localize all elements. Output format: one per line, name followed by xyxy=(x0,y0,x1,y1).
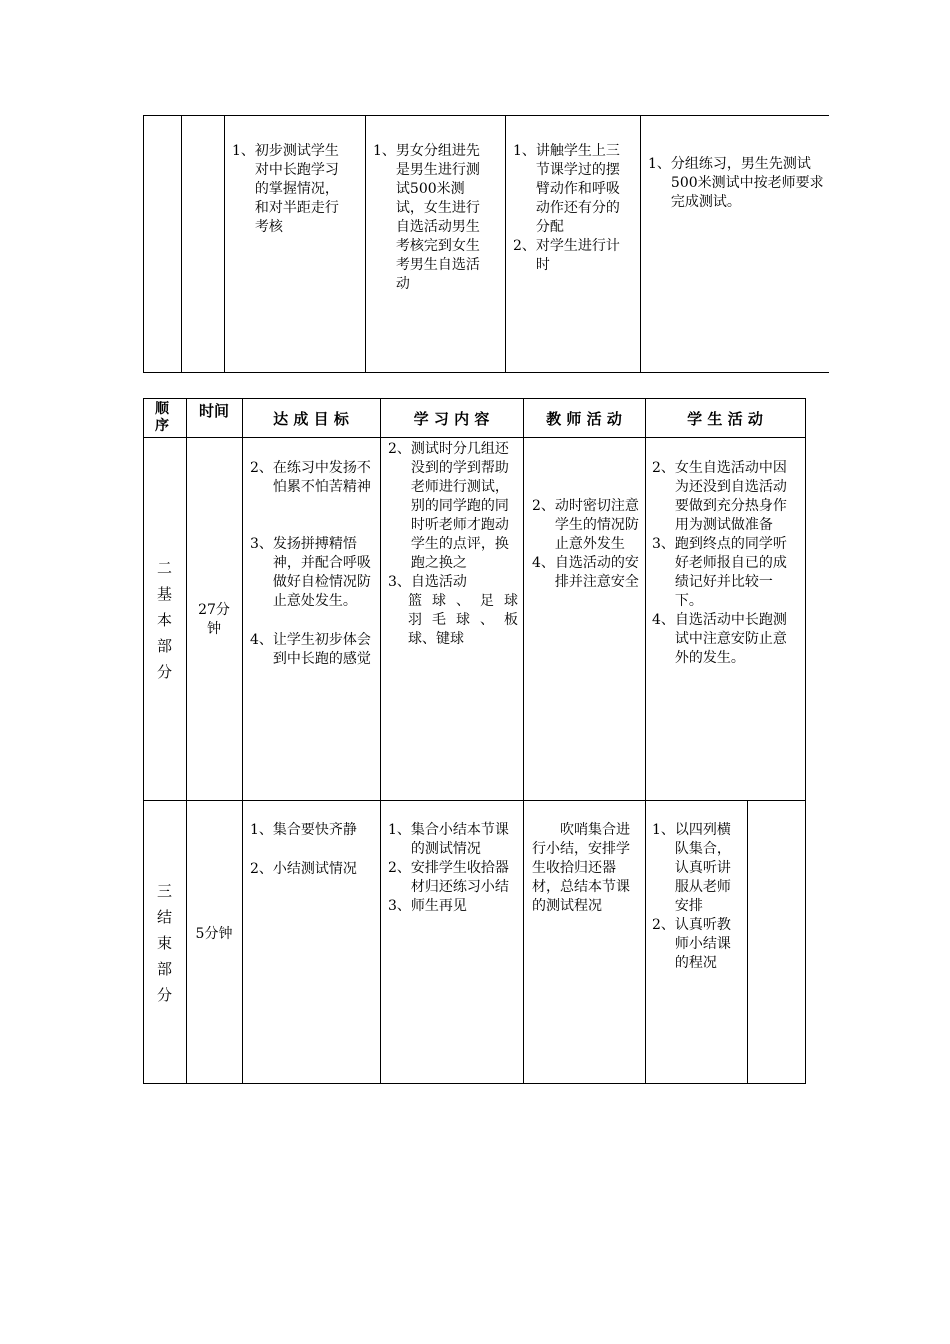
ending-goals-cell xyxy=(250,821,374,879)
list-item: 1、 男女分组进先是男生进行测试500米测试，女生进行自选活动男生考核完到女生考男生自选活动 xyxy=(373,143,480,292)
main-table-col-line xyxy=(523,398,524,1084)
top-table-col-line xyxy=(640,115,641,373)
header-goals: 达 成 目 标 xyxy=(273,410,349,428)
basic-goals-cell xyxy=(250,459,374,669)
list-item: 3、 发扬拼搏精悟神，并配合呼吸做好自检情况防止意处发生。 xyxy=(250,536,371,609)
top-student-cell xyxy=(648,155,824,212)
main-table-col-line xyxy=(242,398,243,1084)
list-item: 1、 分组练习，男生先测试500米测试中按老师要求完成测试。 xyxy=(648,156,824,210)
ending-student-cell xyxy=(652,821,742,973)
top-table-col-line xyxy=(181,115,182,373)
ending-time: 5分钟 xyxy=(195,926,233,942)
basic-teacher-cell xyxy=(532,497,639,592)
list-item: 2、 女生自选活动中因为还没到自选活动要做到充分热身作用为测试做准备 xyxy=(652,460,787,533)
header-student: 学 生 活 动 xyxy=(687,410,763,428)
list-item: 2、 测试时分几组还没到的学到帮助老师进行测试，别的同学跑的同时听老师才跑动学生的点评，换跑之换之 xyxy=(388,441,509,571)
list-item: 2、 对学生进行计时 xyxy=(513,238,620,273)
main-table-col-line xyxy=(805,398,806,1084)
basic-content-cell xyxy=(388,440,518,649)
header-order: 顺序 xyxy=(155,401,169,434)
top-content-cell xyxy=(373,142,491,294)
top-table-col-line xyxy=(224,115,225,373)
list-item: 2、 动时密切注意学生的情况防止意外发生 xyxy=(532,498,639,552)
main-table-col-line xyxy=(380,398,381,1084)
list-item: 2、 安排学生收拾器材归还练习小结 xyxy=(388,860,509,895)
ending-teacher-cell: 吹哨集合进行小结，安排学生收拾归还器材，总结本节课的测试程况 xyxy=(532,822,630,914)
list-item: 4、 自选活动的安排并注意安全 xyxy=(532,555,639,590)
sports-line: 球、键球 xyxy=(408,631,464,647)
list-item: 3、 师生再见 xyxy=(388,898,467,914)
main-table-col-line xyxy=(186,398,187,1084)
list-item: 1、 讲触学生上三节课学过的摆臂动作和呼吸动作还有分的分配 xyxy=(513,143,620,235)
main-table-col-line xyxy=(645,398,646,1084)
ending-student-extra-col-line xyxy=(747,800,748,1084)
list-item: 3、 跑到终点的同学听好老师报自已的成绩记好并比较一下。 xyxy=(652,536,787,609)
list-item: 2、 在练习中发扬不怕累不怕苦精神 xyxy=(250,460,371,495)
top-goals-cell xyxy=(232,142,350,237)
basic-section-label: 二 基 本 部 分 xyxy=(156,559,172,681)
top-table-col-line xyxy=(505,115,506,373)
list-item: 3、 自选活动 xyxy=(388,574,467,590)
sports-line: 羽毛球、板 xyxy=(408,612,518,628)
top-teacher-cell xyxy=(513,142,631,275)
basic-time: 27分钟 xyxy=(198,602,230,637)
list-item: 2、 认真听教师小结课的程况 xyxy=(652,917,731,971)
list-item: 1、 集合要快齐静 xyxy=(250,822,357,838)
top-table-col-line xyxy=(365,115,366,373)
header-teacher: 教 师 活 动 xyxy=(546,410,622,428)
list-item: 4、 自选活动中长跑测试中注意安防止意外的发生。 xyxy=(652,612,787,666)
list-item: 4、 让学生初步体会到中长跑的感觉 xyxy=(250,632,371,667)
ending-content-cell xyxy=(388,821,518,916)
basic-student-cell xyxy=(652,459,800,668)
list-item: 1、 以四列横队集合，认真听讲服从老师安排 xyxy=(652,822,731,914)
header-content: 学 习 内 容 xyxy=(413,410,490,428)
sports-line: 篮球、足球 xyxy=(408,593,518,609)
ending-section-label: 三 结 束 部 分 xyxy=(156,882,172,1004)
list-item: 1、 初步测试学生对中长跑学习的掌握情况，和对半距走行考核 xyxy=(232,143,339,235)
list-item: 1、 集合小结本节课的测试情况 xyxy=(388,822,509,857)
top-table-top-border xyxy=(143,115,829,116)
top-table-col-line xyxy=(143,115,144,373)
header-time: 时间 xyxy=(198,402,229,420)
list-item: 2、 小结测试情况 xyxy=(250,861,357,877)
top-table-bottom-border xyxy=(143,372,829,373)
